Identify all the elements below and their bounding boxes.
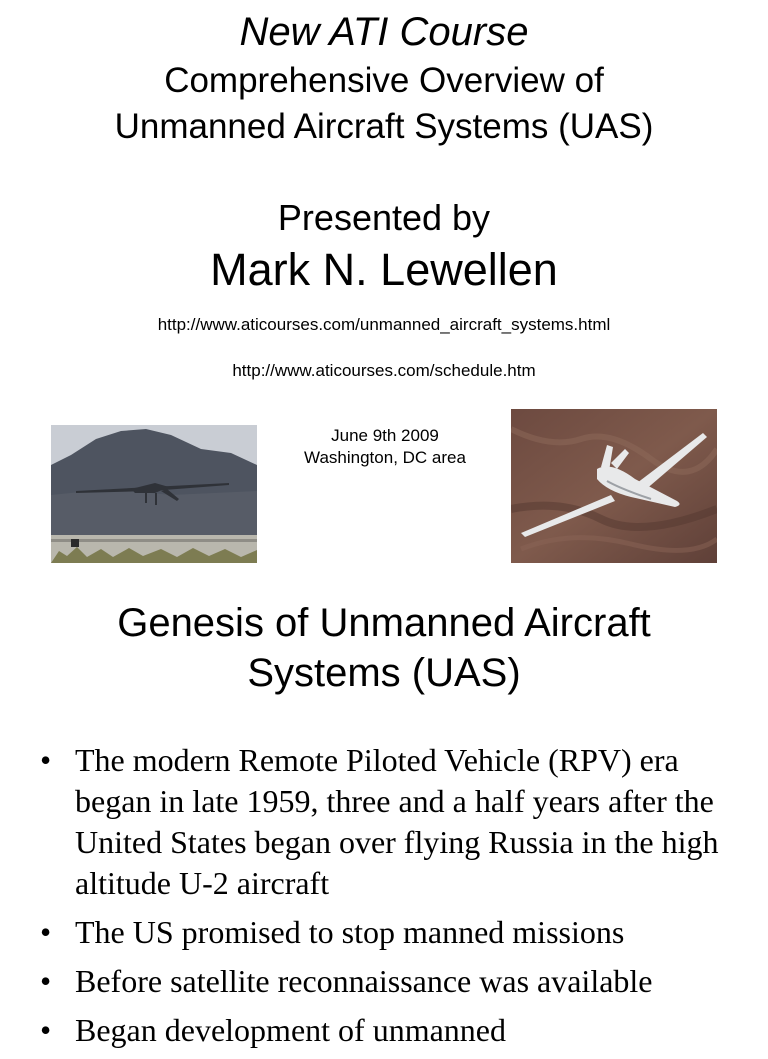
global-hawk-photo xyxy=(511,409,717,563)
event-date: June 9th 2009 xyxy=(331,426,439,445)
bullet-text: The US promised to stop manned missions xyxy=(75,914,625,950)
schedule-url-link[interactable]: http://www.aticourses.com/schedule.htm xyxy=(232,361,536,380)
course-title-line1: Comprehensive Overview of xyxy=(164,61,604,100)
course-url-link[interactable]: http://www.aticourses.com/unmanned_aircraft_systems.html xyxy=(157,315,611,334)
bullet-glyph: • xyxy=(40,1012,52,1048)
predator-drone-photo xyxy=(51,425,257,563)
section-title xyxy=(0,598,768,698)
bullet-item xyxy=(40,961,740,1002)
event-info xyxy=(270,425,500,469)
course-title-line2: Unmanned Aircraft Systems (UAS) xyxy=(114,107,654,146)
bullet-text: Before satellite reconnaissance was available xyxy=(75,963,653,999)
event-location: Washington, DC area xyxy=(304,448,466,467)
bullet-glyph: • xyxy=(40,963,52,999)
section-title-line2: Systems (UAS) xyxy=(247,651,521,695)
bullet-item xyxy=(40,912,740,953)
section-title-line1: Genesis of Unmanned Aircraft xyxy=(117,601,651,645)
bullet-text: Began development of unmanned xyxy=(75,1012,506,1048)
presenter-name: Mark N. Lewellen xyxy=(210,244,558,295)
bullet-list xyxy=(40,740,740,1059)
bullet-item xyxy=(40,740,740,904)
presented-by-label: Presented by xyxy=(277,197,491,238)
bullet-glyph: • xyxy=(40,742,52,778)
bullet-item xyxy=(40,1010,740,1051)
bullet-text: The modern Remote Piloted Vehicle (RPV) era began in late 1959, three and a half years after the United States began over flying Russia in the high altitude U-2 aircraft xyxy=(75,742,719,901)
bullet-glyph: • xyxy=(40,914,52,950)
course-title xyxy=(0,58,768,150)
course-label: New ATI Course xyxy=(239,10,529,54)
